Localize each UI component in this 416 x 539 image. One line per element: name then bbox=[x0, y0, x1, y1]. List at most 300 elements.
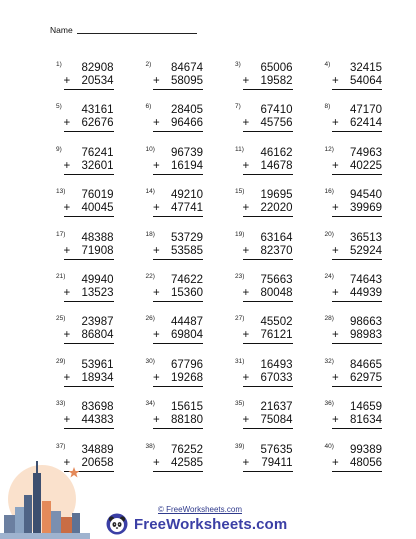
problem-number: 29) bbox=[56, 357, 66, 365]
addend-bottom-row bbox=[153, 457, 203, 470]
problem-number: 21) bbox=[56, 272, 66, 280]
addition-stack bbox=[243, 62, 293, 90]
plus-sign: + bbox=[63, 286, 71, 299]
problem-number: 24) bbox=[324, 272, 334, 280]
addend-top: 57635 bbox=[260, 443, 293, 456]
sum-line bbox=[332, 259, 382, 260]
addend-bottom: 47741 bbox=[171, 202, 203, 215]
problem-number: 11) bbox=[235, 145, 244, 153]
addition-stack bbox=[332, 104, 382, 132]
plus-sign: + bbox=[63, 75, 71, 87]
problem-number: 14) bbox=[145, 188, 155, 196]
addend-bottom: 20534 bbox=[81, 75, 114, 87]
addition-stack bbox=[243, 444, 293, 472]
addition-stack bbox=[153, 316, 203, 344]
plus-sign: + bbox=[242, 117, 250, 130]
addend-top: 82908 bbox=[81, 62, 114, 74]
addend-top: 46162 bbox=[260, 146, 293, 159]
addition-problem bbox=[233, 357, 323, 399]
addition-problem bbox=[323, 102, 413, 144]
addition-stack bbox=[332, 359, 382, 387]
addend-bottom: 96466 bbox=[171, 117, 203, 130]
addend-bottom-row bbox=[64, 160, 114, 173]
problem-number: 12) bbox=[324, 145, 334, 153]
addend-bottom-row bbox=[332, 457, 382, 470]
plus-sign: + bbox=[153, 244, 160, 257]
plus-sign: + bbox=[63, 371, 71, 384]
addend-top: 53961 bbox=[81, 358, 114, 371]
copyright-link[interactable]: © FreeWorksheets.com bbox=[158, 505, 242, 514]
addend-bottom: 14678 bbox=[260, 159, 293, 172]
addition-problem bbox=[233, 314, 323, 356]
addition-problem bbox=[144, 399, 234, 441]
addend-bottom: 80048 bbox=[260, 286, 293, 299]
addend-bottom: 18934 bbox=[81, 371, 114, 384]
addend-bottom-row bbox=[332, 160, 382, 173]
problem-number: 35) bbox=[235, 400, 245, 408]
problem-number: 1) bbox=[56, 61, 62, 68]
addend-bottom-row bbox=[153, 160, 203, 173]
sum-line bbox=[64, 216, 114, 217]
addition-problem bbox=[54, 314, 144, 356]
addition-stack bbox=[153, 189, 203, 217]
addition-stack bbox=[243, 189, 293, 217]
addend-bottom: 39969 bbox=[350, 202, 382, 215]
plus-sign: + bbox=[242, 329, 250, 342]
plus-sign: + bbox=[63, 244, 71, 257]
addend-bottom: 13523 bbox=[81, 286, 114, 299]
addend-top: 94540 bbox=[350, 189, 382, 202]
sum-line bbox=[243, 89, 293, 90]
problem-number: 9) bbox=[56, 145, 62, 153]
plus-sign: + bbox=[63, 329, 71, 342]
plus-sign: + bbox=[242, 286, 250, 299]
addend-bottom-row bbox=[243, 414, 293, 427]
problem-number: 10) bbox=[145, 145, 155, 153]
sum-line bbox=[153, 343, 203, 344]
addend-bottom: 52924 bbox=[350, 244, 382, 257]
addend-bottom-row bbox=[64, 245, 114, 258]
plus-sign: + bbox=[63, 456, 71, 469]
sum-line bbox=[64, 301, 114, 302]
addend-bottom-row bbox=[153, 414, 203, 427]
addend-top: 99389 bbox=[350, 443, 382, 456]
addition-problem bbox=[54, 102, 144, 144]
plus-sign: + bbox=[332, 371, 339, 384]
plus-sign: + bbox=[242, 202, 250, 215]
addition-problem bbox=[233, 102, 323, 144]
addition-problem bbox=[144, 187, 234, 229]
addend-bottom-row bbox=[243, 457, 293, 470]
addition-stack bbox=[332, 316, 382, 344]
addend-top: 36513 bbox=[350, 231, 382, 244]
problem-number: 13) bbox=[56, 188, 66, 196]
addition-stack bbox=[243, 104, 293, 132]
plus-sign: + bbox=[332, 329, 339, 342]
sum-line bbox=[153, 131, 203, 132]
addition-stack bbox=[332, 62, 382, 90]
name-line bbox=[77, 33, 197, 34]
problem-number: 30) bbox=[145, 357, 155, 365]
addition-problem bbox=[323, 187, 413, 229]
addition-problem bbox=[144, 272, 234, 314]
problem-number: 20) bbox=[324, 230, 334, 238]
addition-stack bbox=[332, 147, 382, 175]
addend-top: 74643 bbox=[350, 273, 382, 286]
addend-top: 16493 bbox=[260, 358, 293, 371]
addend-bottom: 88180 bbox=[171, 414, 203, 427]
problem-number: 16) bbox=[324, 188, 334, 196]
addend-top: 96739 bbox=[171, 146, 203, 159]
addition-problem bbox=[54, 60, 144, 102]
sum-line bbox=[332, 216, 382, 217]
brand-logo bbox=[106, 513, 287, 535]
addition-problem bbox=[144, 60, 234, 102]
addend-bottom: 76121 bbox=[260, 329, 293, 342]
addend-bottom: 79411 bbox=[261, 456, 293, 469]
addend-bottom-row bbox=[64, 202, 114, 215]
problem-number: 37) bbox=[56, 442, 66, 450]
sum-line bbox=[153, 259, 203, 260]
plus-sign: + bbox=[63, 414, 71, 427]
plus-sign: + bbox=[153, 456, 160, 469]
sum-line bbox=[64, 131, 114, 132]
addition-stack bbox=[64, 104, 114, 132]
sum-line bbox=[243, 131, 293, 132]
addend-bottom-row bbox=[153, 245, 203, 258]
sum-line bbox=[153, 471, 203, 472]
addition-stack bbox=[153, 62, 203, 90]
addend-bottom: 86804 bbox=[81, 329, 114, 342]
addend-top: 75663 bbox=[260, 273, 293, 286]
addend-bottom-row bbox=[243, 117, 293, 130]
plus-sign: + bbox=[332, 456, 339, 469]
sum-line bbox=[64, 386, 114, 387]
addend-bottom-row bbox=[332, 414, 382, 427]
addition-problem bbox=[233, 442, 323, 484]
addend-bottom-row bbox=[153, 117, 203, 130]
panda-icon bbox=[106, 513, 128, 535]
addend-bottom-row bbox=[243, 202, 293, 215]
addend-bottom-row bbox=[243, 329, 293, 342]
addend-bottom-row bbox=[64, 329, 114, 342]
problem-number: 8) bbox=[324, 103, 331, 111]
addend-top: 67796 bbox=[171, 358, 203, 371]
addition-problem bbox=[54, 145, 144, 187]
addition-stack bbox=[64, 401, 114, 429]
addition-problem bbox=[54, 272, 144, 314]
addition-problem bbox=[54, 399, 144, 441]
addend-bottom-row bbox=[153, 329, 203, 342]
plus-sign: + bbox=[332, 286, 339, 299]
plus-sign: + bbox=[63, 117, 71, 130]
addition-stack bbox=[243, 147, 293, 175]
addend-top: 76019 bbox=[81, 189, 114, 202]
sum-line bbox=[153, 301, 203, 302]
sum-line bbox=[332, 131, 382, 132]
addition-stack bbox=[243, 316, 293, 344]
plus-sign: + bbox=[153, 286, 160, 299]
addend-top: 49940 bbox=[81, 273, 114, 286]
addend-top: 47170 bbox=[350, 104, 382, 117]
addition-problem bbox=[144, 102, 234, 144]
addition-problem bbox=[323, 272, 413, 314]
problem-number: 3) bbox=[235, 61, 241, 68]
problem-number: 38) bbox=[145, 442, 155, 450]
plus-sign: + bbox=[242, 456, 250, 469]
addend-top: 67410 bbox=[260, 104, 293, 117]
addition-stack bbox=[332, 189, 382, 217]
addition-problem bbox=[323, 314, 413, 356]
addition-stack bbox=[153, 444, 203, 472]
addition-stack bbox=[243, 274, 293, 302]
addend-bottom-row bbox=[332, 329, 382, 342]
addition-stack bbox=[153, 232, 203, 260]
addend-bottom-row bbox=[64, 287, 114, 300]
plus-sign: + bbox=[153, 329, 160, 342]
sum-line bbox=[153, 428, 203, 429]
addition-stack bbox=[64, 274, 114, 302]
addition-problem bbox=[233, 60, 323, 102]
addend-bottom: 48056 bbox=[350, 456, 382, 469]
addition-stack bbox=[332, 401, 382, 429]
addend-bottom: 16194 bbox=[171, 159, 203, 172]
addend-bottom-row bbox=[243, 245, 293, 258]
addition-stack bbox=[64, 189, 114, 217]
addend-bottom: 82370 bbox=[260, 244, 293, 257]
addition-problem bbox=[323, 399, 413, 441]
addition-stack bbox=[153, 401, 203, 429]
addend-top: 45502 bbox=[260, 316, 293, 329]
addend-bottom-row bbox=[243, 372, 293, 385]
problem-grid bbox=[54, 60, 412, 484]
sum-line bbox=[332, 301, 382, 302]
addend-top: 44487 bbox=[171, 316, 203, 329]
plus-sign: + bbox=[63, 159, 71, 172]
addend-bottom: 71908 bbox=[81, 244, 114, 257]
sum-line bbox=[243, 301, 293, 302]
problem-number: 26) bbox=[145, 315, 155, 323]
addend-bottom: 62414 bbox=[350, 117, 382, 130]
plus-sign: + bbox=[242, 159, 250, 172]
problem-number: 39) bbox=[235, 442, 245, 450]
sum-line bbox=[332, 471, 382, 472]
sum-line bbox=[64, 428, 114, 429]
addend-bottom: 67033 bbox=[260, 371, 293, 384]
addition-problem bbox=[144, 357, 234, 399]
addition-stack bbox=[332, 274, 382, 302]
plus-sign: + bbox=[242, 75, 250, 87]
addition-stack bbox=[64, 62, 114, 90]
sum-line bbox=[243, 174, 293, 175]
addition-problem bbox=[54, 357, 144, 399]
plus-sign: + bbox=[332, 117, 339, 130]
addition-stack bbox=[153, 359, 203, 387]
addend-bottom-row bbox=[243, 75, 293, 88]
addition-stack bbox=[64, 147, 114, 175]
addend-bottom-row bbox=[153, 202, 203, 215]
addend-top: 76241 bbox=[81, 146, 114, 159]
addition-stack bbox=[243, 232, 293, 260]
addend-bottom: 15360 bbox=[171, 286, 203, 299]
brand-name: FreeWorksheets.com bbox=[134, 515, 288, 533]
plus-sign: + bbox=[153, 414, 160, 427]
plus-sign: + bbox=[153, 75, 160, 87]
plus-sign: + bbox=[153, 117, 160, 130]
addend-bottom-row bbox=[332, 245, 382, 258]
addend-bottom-row bbox=[64, 414, 114, 427]
sum-line bbox=[332, 386, 382, 387]
problem-number: 27) bbox=[235, 315, 245, 323]
plus-sign: + bbox=[242, 244, 250, 257]
addend-bottom: 40045 bbox=[81, 202, 114, 215]
addend-top: 28405 bbox=[171, 104, 203, 117]
problem-number: 34) bbox=[145, 400, 155, 408]
addition-problem bbox=[144, 442, 234, 484]
addition-stack bbox=[64, 359, 114, 387]
problem-number: 36) bbox=[324, 400, 334, 408]
addend-bottom: 58095 bbox=[171, 75, 203, 87]
addend-bottom-row bbox=[64, 75, 114, 88]
addend-bottom-row bbox=[64, 372, 114, 385]
sum-line bbox=[153, 174, 203, 175]
city-skyline-icon bbox=[0, 455, 100, 539]
problem-number: 18) bbox=[145, 230, 155, 238]
sum-line bbox=[153, 216, 203, 217]
addition-problem bbox=[233, 272, 323, 314]
addend-top: 74622 bbox=[171, 273, 203, 286]
addend-top: 65006 bbox=[260, 62, 293, 74]
sum-line bbox=[332, 174, 382, 175]
sum-line bbox=[243, 386, 293, 387]
addend-bottom-row bbox=[332, 287, 382, 300]
addition-stack bbox=[153, 147, 203, 175]
addend-top: 53729 bbox=[171, 231, 203, 244]
addend-bottom: 40225 bbox=[350, 159, 382, 172]
problem-number: 4) bbox=[324, 61, 331, 68]
addend-bottom: 54064 bbox=[350, 75, 382, 87]
addend-top: 48388 bbox=[81, 231, 114, 244]
sum-line bbox=[332, 428, 382, 429]
addition-problem bbox=[144, 314, 234, 356]
addend-bottom-row bbox=[332, 117, 382, 130]
addend-bottom: 32601 bbox=[81, 159, 114, 172]
addend-top: 21637 bbox=[260, 401, 293, 414]
addition-problem bbox=[323, 230, 413, 272]
name-label: Name bbox=[50, 25, 73, 35]
addend-top: 49210 bbox=[171, 189, 203, 202]
addition-stack bbox=[332, 444, 382, 472]
addend-bottom: 53585 bbox=[171, 244, 203, 257]
addition-problem bbox=[144, 230, 234, 272]
problem-number: 15) bbox=[235, 188, 245, 196]
addend-bottom: 44939 bbox=[350, 286, 382, 299]
addend-bottom-row bbox=[153, 287, 203, 300]
problem-number: 17) bbox=[56, 230, 66, 238]
addend-top: 34889 bbox=[81, 443, 114, 456]
addition-problem bbox=[54, 230, 144, 272]
sum-line bbox=[153, 89, 203, 90]
addend-top: 74963 bbox=[350, 146, 382, 159]
problem-number: 23) bbox=[235, 272, 245, 280]
addition-stack bbox=[243, 359, 293, 387]
addend-top: 14659 bbox=[350, 401, 382, 414]
addend-bottom: 19268 bbox=[171, 371, 203, 384]
addition-problem bbox=[233, 230, 323, 272]
problem-number: 25) bbox=[56, 315, 66, 323]
addend-bottom-row bbox=[153, 75, 203, 88]
plus-sign: + bbox=[332, 75, 339, 87]
sum-line bbox=[243, 428, 293, 429]
problem-number: 6) bbox=[145, 103, 152, 111]
sum-line bbox=[153, 386, 203, 387]
plus-sign: + bbox=[153, 371, 160, 384]
addition-problem bbox=[323, 145, 413, 187]
sum-line bbox=[64, 174, 114, 175]
sum-line bbox=[243, 471, 293, 472]
addition-problem bbox=[233, 399, 323, 441]
problem-number: 28) bbox=[324, 315, 334, 323]
addend-top: 84674 bbox=[171, 62, 203, 74]
plus-sign: + bbox=[63, 202, 71, 215]
addend-bottom: 44383 bbox=[81, 414, 114, 427]
sum-line bbox=[243, 259, 293, 260]
problem-number: 19) bbox=[235, 230, 245, 238]
problem-number: 5) bbox=[56, 103, 62, 111]
addend-top: 84665 bbox=[350, 358, 382, 371]
addend-bottom: 20658 bbox=[81, 456, 114, 469]
problem-number: 31) bbox=[235, 357, 245, 365]
addend-bottom: 42585 bbox=[171, 456, 203, 469]
addend-top: 76252 bbox=[171, 443, 203, 456]
addend-top: 98663 bbox=[350, 316, 382, 329]
addend-bottom: 62676 bbox=[81, 117, 114, 130]
addend-bottom: 81634 bbox=[350, 414, 382, 427]
name-field bbox=[50, 25, 197, 35]
sum-line bbox=[64, 343, 114, 344]
problem-number: 32) bbox=[324, 357, 334, 365]
addend-top: 15615 bbox=[171, 401, 203, 414]
addition-stack bbox=[153, 104, 203, 132]
addend-bottom: 45756 bbox=[260, 117, 293, 130]
sum-line bbox=[332, 343, 382, 344]
addition-problem bbox=[54, 187, 144, 229]
plus-sign: + bbox=[242, 371, 250, 384]
addend-bottom: 19582 bbox=[260, 75, 293, 87]
addition-problem bbox=[323, 442, 413, 484]
addition-problem bbox=[323, 357, 413, 399]
addend-bottom-row bbox=[64, 117, 114, 130]
addend-bottom-row bbox=[243, 287, 293, 300]
addend-bottom-row bbox=[332, 372, 382, 385]
plus-sign: + bbox=[153, 159, 160, 172]
plus-sign: + bbox=[332, 202, 339, 215]
problem-number: 7) bbox=[235, 103, 241, 111]
addend-bottom: 22020 bbox=[260, 202, 293, 215]
addition-problem bbox=[323, 60, 413, 102]
addend-bottom-row bbox=[332, 75, 382, 88]
plus-sign: + bbox=[332, 414, 339, 427]
plus-sign: + bbox=[332, 159, 339, 172]
addend-top: 32415 bbox=[350, 62, 382, 74]
addend-bottom: 98983 bbox=[350, 329, 382, 342]
addend-bottom-row bbox=[243, 160, 293, 173]
sum-line bbox=[64, 259, 114, 260]
addition-problem bbox=[233, 187, 323, 229]
sum-line bbox=[64, 89, 114, 90]
addition-stack bbox=[243, 401, 293, 429]
addend-top: 43161 bbox=[81, 104, 114, 117]
